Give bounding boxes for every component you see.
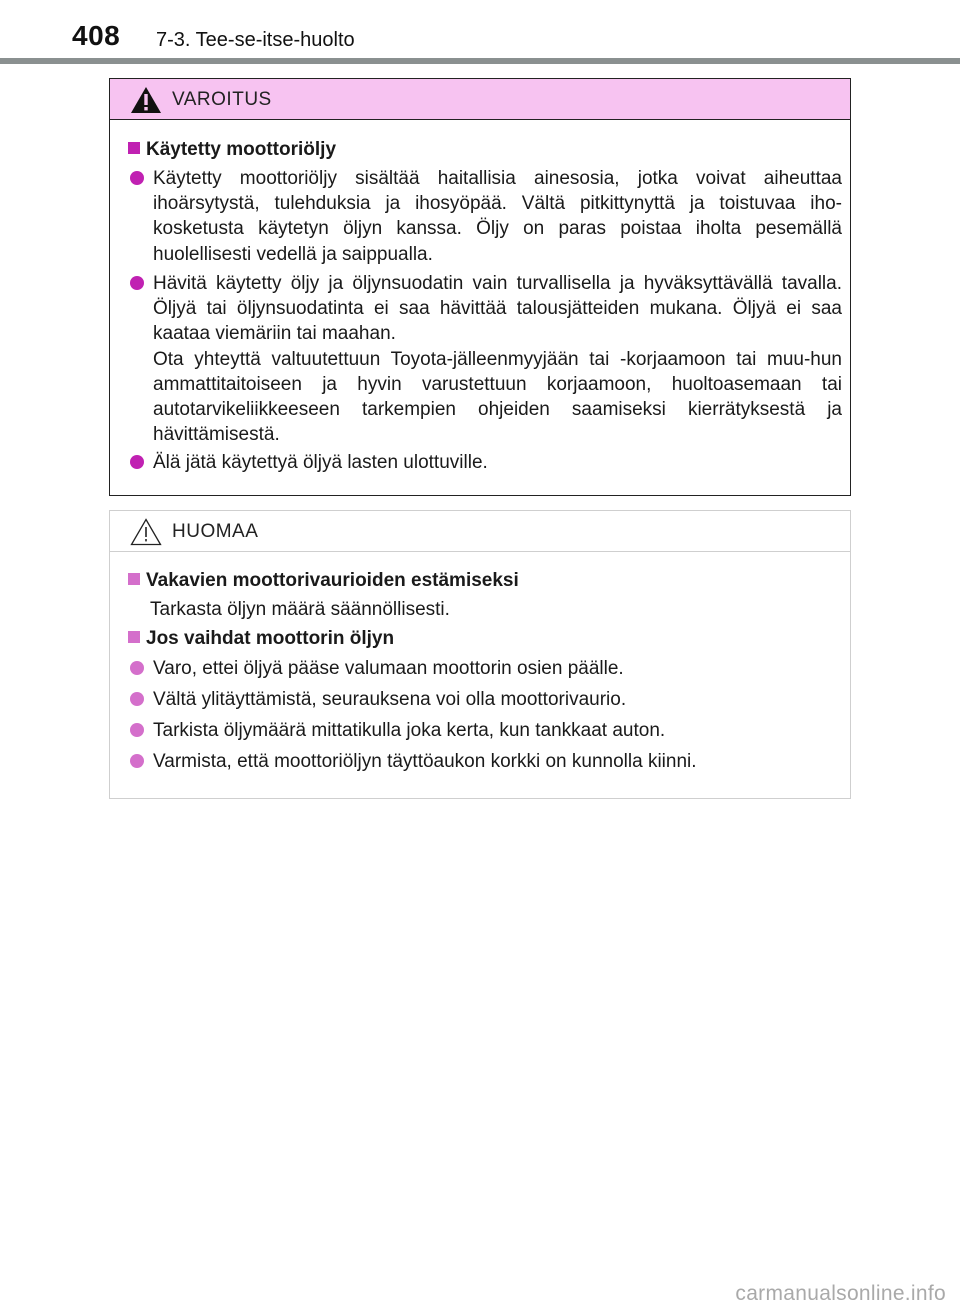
round-bullet-icon	[130, 276, 144, 290]
notice-box	[109, 510, 851, 799]
list-item: Varmista, että moottoriöljyn täyttöaukon korkki on kunnolla kiinni.	[130, 749, 842, 774]
header-divider	[0, 58, 960, 64]
round-bullet-icon	[130, 661, 144, 675]
list-item: Älä jätä käytettyä öljyä lasten ulottuville.	[130, 450, 842, 475]
list-item: Tarkista öljymäärä mittatikulla joka kerta, kun tankkaat auton.	[130, 718, 842, 743]
warning-label: VAROITUS	[172, 89, 272, 110]
warning-box	[109, 78, 851, 496]
page-header	[0, 0, 960, 66]
caution-triangle-icon	[130, 518, 162, 546]
list-item: Käytetty moottoriöljy sisältää haitallisia ainesosia, jotka voivat aiheuttaa ihoärsytystä, tulehduksia ja ihosyöpää. Vältä pitkittynyttä ja toistuvaa iho-kosketusta käytetyn öljyn kanssa. Öljy on paras poistaa iholta pesemällä huolellisesti vedellä ja saippualla.	[130, 166, 842, 267]
notice-heading-1: Vakavien moottorivaurioiden estämiseksi	[128, 570, 519, 592]
warning-header	[110, 79, 850, 120]
round-bullet-icon	[130, 692, 144, 706]
list-item: Vältä ylitäyttämistä, seurauksena voi olla moottorivaurio.	[130, 687, 842, 712]
round-bullet-icon	[130, 723, 144, 737]
square-bullet-icon	[128, 631, 140, 643]
watermark: carmanualsonline.info	[735, 1282, 946, 1305]
square-bullet-icon	[128, 573, 140, 585]
warning-triangle-icon	[130, 86, 162, 114]
section-title: 7-3. Tee-se-itse-huolto	[156, 29, 355, 51]
notice-label: HUOMAA	[172, 521, 259, 542]
round-bullet-icon	[130, 171, 144, 185]
notice-heading-2: Jos vaihdat moottorin öljyn	[128, 628, 394, 650]
notice-text: Tarkasta öljyn määrä säännöllisesti.	[150, 599, 450, 620]
square-bullet-icon	[128, 142, 140, 154]
list-item: Varo, ettei öljyä pääse valumaan moottorin osien päälle.	[130, 656, 842, 681]
warning-heading: Käytetty moottoriöljy	[128, 139, 336, 161]
list-item: Hävitä käytetty öljy ja öljynsuodatin vain turvallisella ja hyväksyttävällä tavalla. Öljyä tai öljynsuodatinta ei saa hävittää talousjätteiden mukana. Öljyä ei saa kaataa viemäriin tai maahan. Ota yhteyttä valtuutettuun Toyota-jälleenmyyjään tai -korjaamoon tai muu-hun ammattitaitoiseen ja hyvin varustettuun korjaamoon, huoltoasemaan tai autotarvikeliikkeeseen tarkempien ohjeiden saamiseksi kierrätyksestä ja hävittämisestä.	[130, 271, 842, 447]
notice-header	[110, 511, 850, 552]
page-number: 408	[72, 20, 121, 51]
round-bullet-icon	[130, 754, 144, 768]
round-bullet-icon	[130, 455, 144, 469]
